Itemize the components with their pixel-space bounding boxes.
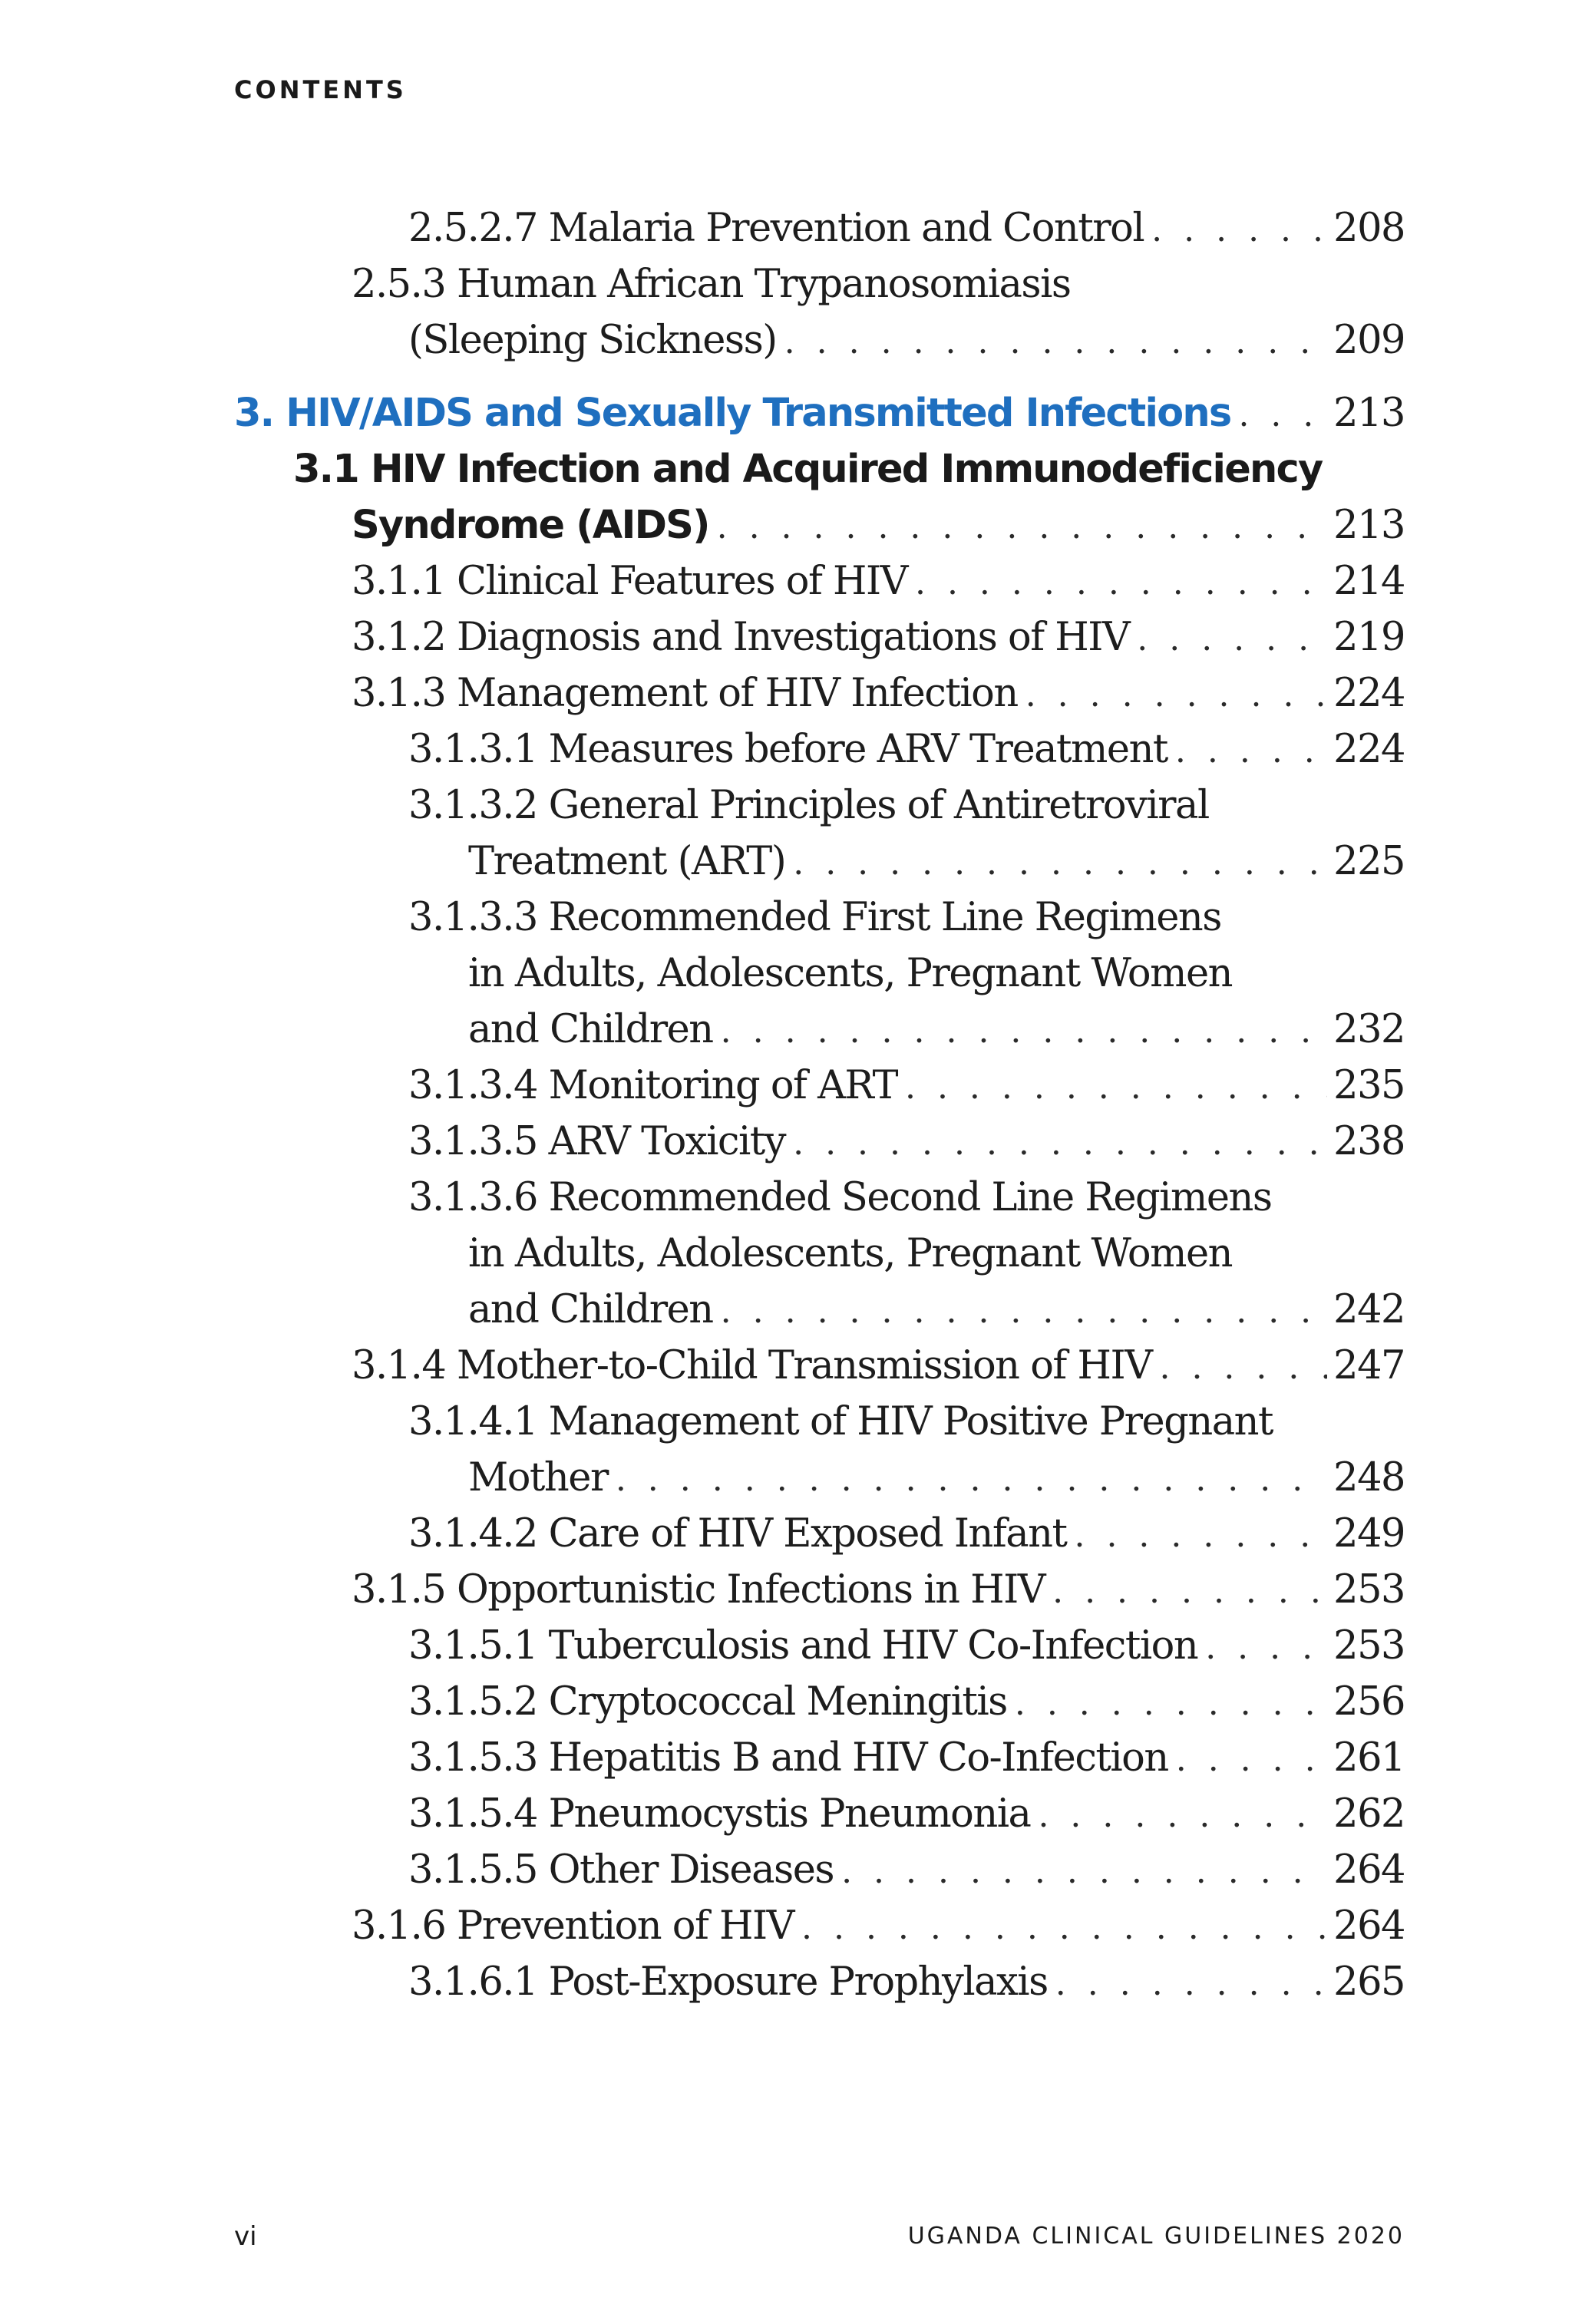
toc-entry-label: 3.1.5.2 Cryptococcal Meningitis [408,1679,1007,1725]
toc-entry-page: 242 [1333,1287,1405,1332]
toc-entry-page: 214 [1333,559,1405,604]
toc-entry-3-1-5-5[interactable] [408,1843,1405,1898]
toc-entry-label: 3.1.3.4 Monitoring of ART [408,1063,897,1108]
toc-entry-page: 224 [1333,727,1405,772]
toc-entry-3-1-6[interactable] [352,1899,1405,1954]
toc-entry-page: 238 [1333,1119,1405,1164]
toc-entry-3-1-5-1[interactable] [408,1619,1405,1674]
toc-entry-3-1-5-4[interactable] [408,1787,1405,1842]
toc-entry-3-1-3-6-line1[interactable]: 3.1.3.6 Recommended Second Line Regimens [408,1175,1272,1220]
dot-leader [1137,612,1327,667]
toc-entry-page: 256 [1333,1679,1405,1725]
toc-entry-label: 3.1.2 Diagnosis and Investigations of HIV [352,615,1130,660]
dot-leader [1151,203,1327,258]
toc-chapter-3[interactable] [234,386,1405,441]
toc-entry-page: 264 [1333,1847,1405,1893]
toc-entry-page: 213 [1333,391,1405,436]
toc-entry-label: 3.1.4 Mother-to-Child Transmission of HIV [352,1343,1152,1388]
section-heading-label: Syndrome (AIDS) [352,503,709,548]
dot-leader [793,1116,1327,1171]
toc-entry-3-1-5-2[interactable] [408,1675,1405,1730]
dot-leader [1238,388,1327,443]
toc-entry-label: 3.1.5.4 Pneumocystis Pneumonia [408,1791,1031,1837]
toc-entry-page: 247 [1333,1343,1405,1388]
dot-leader [1038,1788,1327,1844]
toc-entry-page: 265 [1333,1959,1405,2005]
toc-entry-3-1-3-3-line2[interactable]: in Adults, Adolescents, Pregnant Women [468,951,1232,996]
toc-entry-label: Treatment (ART) [468,839,786,884]
dot-leader [1052,1564,1327,1619]
toc-entry-3-1-4-2[interactable] [408,1507,1405,1562]
toc-entry-label: 3.1.5.3 Hepatitis B and HIV Co-Infection [408,1735,1168,1781]
dot-leader [915,556,1327,611]
dot-leader [1159,1340,1327,1395]
toc-entry-label: 3.1.5 Opportunistic Infections in HIV [352,1567,1045,1613]
dot-leader [721,1284,1328,1339]
toc-entry-label: 3.1.6.1 Post-Exposure Prophylaxis [408,1959,1048,2005]
toc-entry-page: 253 [1333,1623,1405,1669]
toc-entry-page: 224 [1333,671,1405,716]
toc-entry-page: 219 [1333,615,1405,660]
toc-entry-page: 213 [1333,503,1405,548]
toc-entry-3-1-5-3[interactable] [408,1731,1405,1786]
toc-entry-3-1-3-6[interactable] [468,1282,1405,1338]
toc-entry-3-1-3-5[interactable] [408,1114,1405,1170]
toc-entry-page: 232 [1333,1007,1405,1052]
toc-entry-page: 208 [1333,206,1405,251]
toc-entry-3-1-4[interactable] [352,1339,1405,1394]
chapter-heading-label: 3. HIV/AIDS and Sexually Transmitted Infections [234,391,1231,436]
toc-entry-label: 3.1.4.2 Care of HIV Exposed Infant [408,1511,1067,1556]
toc-entry-label: 3.1.3.5 ARV Toxicity [408,1119,786,1164]
dot-leader [721,1004,1328,1059]
toc-entry-3-1-3-2-line1[interactable]: 3.1.3.2 General Principles of Antiretroviral [408,783,1209,828]
toc-entry-label: 3.1.3.1 Measures before ARV Treatment [408,727,1167,772]
toc-entry-3-1-3-2[interactable] [468,834,1405,890]
dot-leader [841,1844,1327,1900]
dot-leader [1176,1732,1327,1788]
toc-entry-3-1-3-1[interactable] [408,722,1405,777]
dot-leader [1074,1508,1327,1563]
toc-entry-page: 225 [1333,839,1405,884]
toc-entry-2-5-2-7[interactable] [408,201,1405,256]
toc-entry-3-1-1[interactable] [352,554,1405,609]
dot-leader [801,1900,1327,1956]
toc-section-3-1[interactable] [352,498,1405,553]
toc-entry-3-1-2[interactable] [352,610,1405,665]
toc-entry-label: 3.1.1 Clinical Features of HIV [352,559,907,604]
toc-entry-label: 3.1.3 Management of HIV Infection [352,671,1018,716]
dot-leader [784,315,1327,370]
running-footer-title: UGANDA CLINICAL GUIDELINES 2020 [907,2223,1405,2250]
toc-entry-page: 262 [1333,1791,1405,1837]
toc-entry-3-1-3-3-line1[interactable]: 3.1.3.3 Recommended First Line Regimens [408,895,1221,940]
toc-entry-3-1-5[interactable] [352,1563,1405,1618]
toc-entry-label: (Sleeping Sickness) [408,318,777,363]
dot-leader [1055,1956,1327,2012]
toc-entry-label: and Children [468,1007,713,1052]
toc-section-3-1-line1[interactable]: 3.1 HIV Infection and Acquired Immunodeficiency [293,447,1323,492]
toc-entry-page: 209 [1333,318,1405,363]
toc-entry-page: 235 [1333,1063,1405,1108]
toc-entry-3-1-3-3[interactable] [468,1002,1405,1058]
toc-entry-page: 261 [1333,1735,1405,1781]
toc-entry-3-1-4-1[interactable] [468,1451,1405,1506]
toc-entry-3-1-3-6-line2[interactable]: in Adults, Adolescents, Pregnant Women [468,1231,1232,1276]
toc-entry-label: and Children [468,1287,713,1332]
toc-entry-3-1-3-4[interactable] [408,1058,1405,1114]
toc-entry-3-1-4-1-line1[interactable]: 3.1.4.1 Management of HIV Positive Pregnant [408,1399,1273,1444]
dot-leader [1175,724,1327,779]
page-folio: vi [234,2221,257,2252]
dot-leader [905,1060,1327,1115]
toc-entry-label: 2.5.2.7 Malaria Prevention and Control [408,206,1144,251]
toc-entry-3-1-3[interactable] [352,666,1405,721]
toc-entry-3-1-6-1[interactable] [408,1955,1405,2010]
toc-entry-label: 3.1.5.1 Tuberculosis and HIV Co-Infection [408,1623,1198,1669]
dot-leader [1025,668,1327,723]
toc-entry-page: 264 [1333,1903,1405,1949]
dot-leader [616,1452,1327,1507]
toc-entry-page: 249 [1333,1511,1405,1556]
dot-leader [717,500,1328,555]
toc-entry-label: 3.1.5.5 Other Diseases [408,1847,834,1893]
dot-leader [1015,1676,1327,1731]
toc-entry-page: 248 [1333,1455,1405,1500]
toc-entry-label: Mother [468,1455,608,1500]
toc-entry-label: 3.1.6 Prevention of HIV [352,1903,794,1949]
dot-leader [1205,1620,1327,1675]
toc-entry-2-5-3[interactable] [408,313,1405,368]
running-head: CONTENTS [234,75,407,104]
dot-leader [793,836,1327,891]
toc-entry-page: 253 [1333,1567,1405,1613]
toc-entry-2-5-3-line1[interactable]: 2.5.3 Human African Trypanosomiasis [352,262,1071,307]
